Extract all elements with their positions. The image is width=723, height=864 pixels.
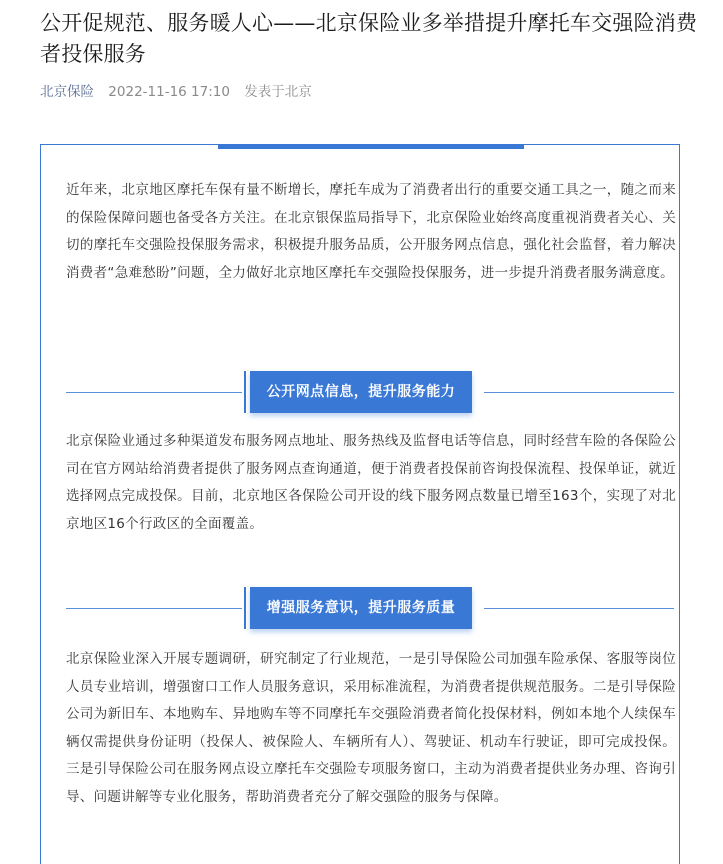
section-1-line-left xyxy=(66,392,242,393)
section-2-line-right xyxy=(484,608,674,609)
frame-top-accent-bar xyxy=(218,144,524,149)
section-1-paragraph: 北京保险业通过多种渠道发布服务网点地址、服务热线及监督电话等信息，同时经营车险的各保险公司在官方网站给消费者提供了服务网点查询通道，便于消费者投保前咨询投保流程、投保单证，就近选择网点完成投保。目前，北京地区各保险公司开设的线下服务网点数量已增至163个，实现了对北京地区16个行政区的全面覆盖。 xyxy=(66,433,676,532)
section-2-heading: 增强服务意识，提升服务质量 xyxy=(250,587,472,629)
article-title: 公开促规范、服务暖人心——北京保险业多举措提升摩托车交强险消费者投保服务 xyxy=(40,11,698,66)
publish-location: 发表于北京 xyxy=(244,84,312,100)
section-2-line-left xyxy=(66,608,242,609)
publish-time: 2022-11-16 17:10 xyxy=(108,84,230,100)
section-1-heading: 公开网点信息，提升服务能力 xyxy=(250,371,472,413)
section-2-paragraph: 北京保险业深入开展专题调研，研究制定了行业规范，一是引导保险公司加强车险承保、客服等岗位人员专业培训，增强窗口工作人员服务意识，采用标准流程，为消费者提供规范服务。二是引导保险公司为新旧车、本地购车、异地购车等不同摩托车交强险消费者简化投保材料，例如本地个人续保车辆仅需提供身份证明（投保人、被保险人、车辆所有人）、驾驶证、机动车行驶证，即可完成投保。三是引导保险公司在服务网点设立摩托车交强险专项服务窗口，主动为消费者提供业务办理、咨询引导、问题讲解等专业化服务，帮助消费者充分了解交强险的服务与保障。 xyxy=(66,651,676,805)
article-meta xyxy=(40,80,312,100)
author-link[interactable]: 北京保险 xyxy=(40,84,94,100)
intro-paragraph: 近年来，北京地区摩托车保有量不断增长，摩托车成为了消费者出行的重要交通工具之一，随之而来的保险保障问题也备受各方关注。在北京银保监局指导下，北京保险业始终高度重视消费者关心、关切的摩托车交强险投保服务需求，积极提升服务品质，公开服务网点信息，强化社会监督，着力解决消费者“急难愁盼”问题，全力做好北京地区摩托车交强险投保服务，进一步提升消费者服务满意度。 xyxy=(66,182,676,281)
section-1-line-right xyxy=(484,392,674,393)
